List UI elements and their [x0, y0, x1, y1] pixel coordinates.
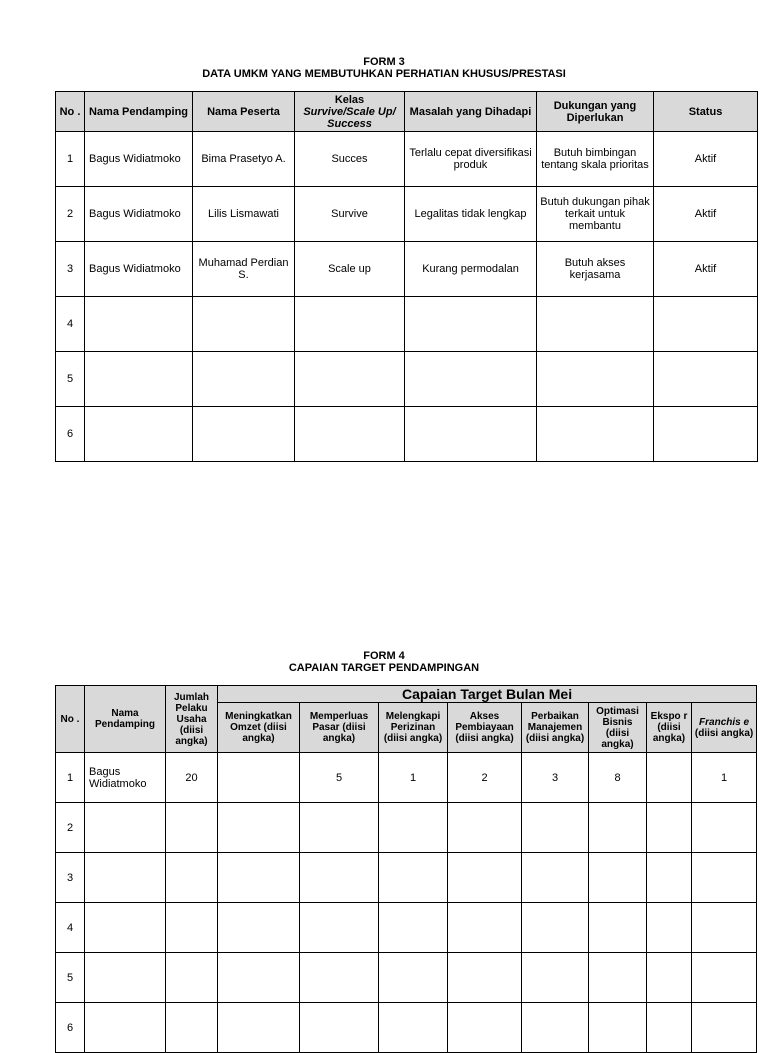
- cell-pendamping: [85, 953, 166, 1003]
- cell-ekspor: [647, 1003, 692, 1053]
- form3-title-line1: FORM 3: [363, 56, 405, 68]
- cell-manajemen: [522, 803, 589, 853]
- cell-perizinan: [379, 903, 448, 953]
- table-row: [56, 803, 757, 853]
- cell-pasar: [300, 853, 379, 903]
- table-row: [56, 1003, 757, 1053]
- cell-kelas: [295, 297, 405, 352]
- cell-pendamping: [85, 903, 166, 953]
- cell-pendamping: [85, 407, 193, 462]
- header-kelas-label: Kelas: [334, 93, 365, 106]
- cell-pembiayaan: [448, 1003, 522, 1053]
- header-nama-pendamping: Nama Pendamping: [85, 92, 193, 132]
- cell-ekspor: [647, 753, 692, 803]
- cell-no: 5: [56, 953, 85, 1003]
- cell-pendamping: Bagus Widiatmoko: [85, 242, 193, 297]
- cell-pembiayaan: 2: [448, 753, 522, 803]
- cell-peserta: [193, 407, 295, 462]
- header-nama-peserta: Nama Peserta: [193, 92, 295, 132]
- header-manajemen: Perbaikan Manajemen (diisi angka): [522, 703, 589, 753]
- cell-no: 5: [56, 352, 85, 407]
- cell-status: Aktif: [654, 242, 758, 297]
- form3-title: [0, 56, 768, 80]
- cell-optimasi: [589, 853, 647, 903]
- cell-masalah: Terlalu cepat diversifikasi produk: [405, 132, 537, 187]
- cell-status: Aktif: [654, 187, 758, 242]
- cell-masalah: Legalitas tidak lengkap: [405, 187, 537, 242]
- cell-status: [654, 352, 758, 407]
- header-no: No .: [56, 686, 85, 753]
- header-kelas: [295, 92, 405, 132]
- cell-omzet: [218, 853, 300, 903]
- cell-status: [654, 407, 758, 462]
- form4-title-line1: FORM 4: [363, 650, 405, 662]
- cell-franchise: 1: [692, 753, 757, 803]
- cell-kelas: [295, 407, 405, 462]
- cell-kelas: Scale up: [295, 242, 405, 297]
- header-dukungan: Dukungan yang Diperlukan: [537, 92, 654, 132]
- cell-peserta: Bima Prasetyo A.: [193, 132, 295, 187]
- cell-no: 4: [56, 903, 85, 953]
- cell-perizinan: [379, 803, 448, 853]
- table-row: [56, 953, 757, 1003]
- cell-omzet: [218, 803, 300, 853]
- header-franchise: [692, 703, 757, 753]
- cell-manajemen: 3: [522, 753, 589, 803]
- cell-dukungan: [537, 297, 654, 352]
- cell-pendamping: Bagus Widiatmoko: [85, 132, 193, 187]
- table-row: [56, 352, 758, 407]
- header-franchise-note: (diisi angka): [694, 727, 754, 739]
- cell-no: 2: [56, 803, 85, 853]
- cell-pembiayaan: [448, 903, 522, 953]
- cell-no: 3: [56, 242, 85, 297]
- header-capaian: Capaian Target Bulan Mei: [218, 686, 757, 703]
- cell-pendamping: [85, 1003, 166, 1053]
- cell-no: 6: [56, 407, 85, 462]
- cell-manajemen: [522, 1003, 589, 1053]
- header-masalah: Masalah yang Dihadapi: [405, 92, 537, 132]
- cell-no: 2: [56, 187, 85, 242]
- cell-dukungan: Butuh bimbingan tentang skala prioritas: [537, 132, 654, 187]
- cell-optimasi: [589, 1003, 647, 1053]
- cell-kelas: Succes: [295, 132, 405, 187]
- cell-optimasi: [589, 803, 647, 853]
- table-row: [56, 853, 757, 903]
- cell-dukungan: [537, 352, 654, 407]
- cell-jumlah: [166, 803, 218, 853]
- table-row: [56, 242, 758, 297]
- cell-kelas: [295, 352, 405, 407]
- cell-perizinan: [379, 1003, 448, 1053]
- header-status: Status: [654, 92, 758, 132]
- table-row: [56, 407, 758, 462]
- cell-franchise: [692, 903, 757, 953]
- header-jumlah: Jumlah Pelaku Usaha (diisi angka): [166, 686, 218, 753]
- cell-masalah: [405, 352, 537, 407]
- cell-pendamping: Bagus Widiatmoko: [85, 753, 166, 803]
- cell-franchise: [692, 953, 757, 1003]
- cell-masalah: [405, 407, 537, 462]
- cell-ekspor: [647, 953, 692, 1003]
- cell-pendamping: [85, 352, 193, 407]
- form3-title-line2: DATA UMKM YANG MEMBUTUHKAN PERHATIAN KHUSUS/PRESTASI: [202, 68, 566, 80]
- cell-pasar: 5: [300, 753, 379, 803]
- form4-header-row-1: [56, 686, 757, 703]
- cell-pendamping: [85, 297, 193, 352]
- cell-optimasi: [589, 953, 647, 1003]
- form3-header-row: [56, 92, 758, 132]
- header-nama-pendamping: Nama Pendamping: [85, 686, 166, 753]
- form4-table: [55, 685, 757, 1053]
- cell-omzet: [218, 1003, 300, 1053]
- cell-pendamping: Bagus Widiatmoko: [85, 187, 193, 242]
- cell-pendamping: [85, 853, 166, 903]
- cell-perizinan: [379, 953, 448, 1003]
- cell-kelas: Survive: [295, 187, 405, 242]
- cell-manajemen: [522, 953, 589, 1003]
- cell-omzet: [218, 903, 300, 953]
- header-optimasi: Optimasi Bisnis (diisi angka): [589, 703, 647, 753]
- cell-no: 1: [56, 132, 85, 187]
- cell-franchise: [692, 853, 757, 903]
- header-perizinan: Melengkapi Perizinan (diisi angka): [379, 703, 448, 753]
- header-pasar: Memperluas Pasar (diisi angka): [300, 703, 379, 753]
- cell-jumlah: [166, 903, 218, 953]
- cell-peserta: Lilis Lismawati: [193, 187, 295, 242]
- cell-manajemen: [522, 853, 589, 903]
- cell-perizinan: [379, 853, 448, 903]
- header-omzet: Meningkatkan Omzet (diisi angka): [218, 703, 300, 753]
- cell-pasar: [300, 903, 379, 953]
- header-ekspor: Ekspo r (diisi angka): [647, 703, 692, 753]
- header-pembiayaan: Akses Pembiayaan (diisi angka): [448, 703, 522, 753]
- table-row: [56, 132, 758, 187]
- cell-status: [654, 297, 758, 352]
- cell-franchise: [692, 803, 757, 853]
- cell-pembiayaan: [448, 803, 522, 853]
- cell-optimasi: 8: [589, 753, 647, 803]
- cell-optimasi: [589, 903, 647, 953]
- table-row: [56, 187, 758, 242]
- cell-no: 6: [56, 1003, 85, 1053]
- cell-pendamping: [85, 803, 166, 853]
- cell-pasar: [300, 803, 379, 853]
- cell-peserta: [193, 352, 295, 407]
- cell-ekspor: [647, 853, 692, 903]
- cell-dukungan: [537, 407, 654, 462]
- cell-no: 3: [56, 853, 85, 903]
- header-no: No .: [56, 92, 85, 132]
- header-kelas-options: Survive/Scale Up/ Success: [303, 105, 396, 130]
- cell-franchise: [692, 1003, 757, 1053]
- cell-peserta: Muhamad Perdian S.: [193, 242, 295, 297]
- table-row: [56, 903, 757, 953]
- form4-title: [0, 650, 768, 674]
- form3-table: [55, 91, 758, 462]
- cell-masalah: [405, 297, 537, 352]
- cell-no: 1: [56, 753, 85, 803]
- cell-pasar: [300, 953, 379, 1003]
- cell-dukungan: Butuh dukungan pihak terkait untuk membantu: [537, 187, 654, 242]
- cell-jumlah: 20: [166, 753, 218, 803]
- cell-pembiayaan: [448, 853, 522, 903]
- cell-ekspor: [647, 803, 692, 853]
- cell-masalah: Kurang permodalan: [405, 242, 537, 297]
- cell-pasar: [300, 1003, 379, 1053]
- cell-jumlah: [166, 853, 218, 903]
- cell-jumlah: [166, 1003, 218, 1053]
- form4-title-line2: CAPAIAN TARGET PENDAMPINGAN: [288, 662, 480, 674]
- cell-omzet: [218, 753, 300, 803]
- table-row: [56, 297, 758, 352]
- cell-omzet: [218, 953, 300, 1003]
- cell-status: Aktif: [654, 132, 758, 187]
- cell-no: 4: [56, 297, 85, 352]
- cell-peserta: [193, 297, 295, 352]
- cell-pembiayaan: [448, 953, 522, 1003]
- header-franchise-label: Franchis e: [699, 716, 750, 728]
- cell-jumlah: [166, 953, 218, 1003]
- cell-dukungan: Butuh akses kerjasama: [537, 242, 654, 297]
- cell-manajemen: [522, 903, 589, 953]
- table-row: [56, 753, 757, 803]
- cell-ekspor: [647, 903, 692, 953]
- cell-perizinan: 1: [379, 753, 448, 803]
